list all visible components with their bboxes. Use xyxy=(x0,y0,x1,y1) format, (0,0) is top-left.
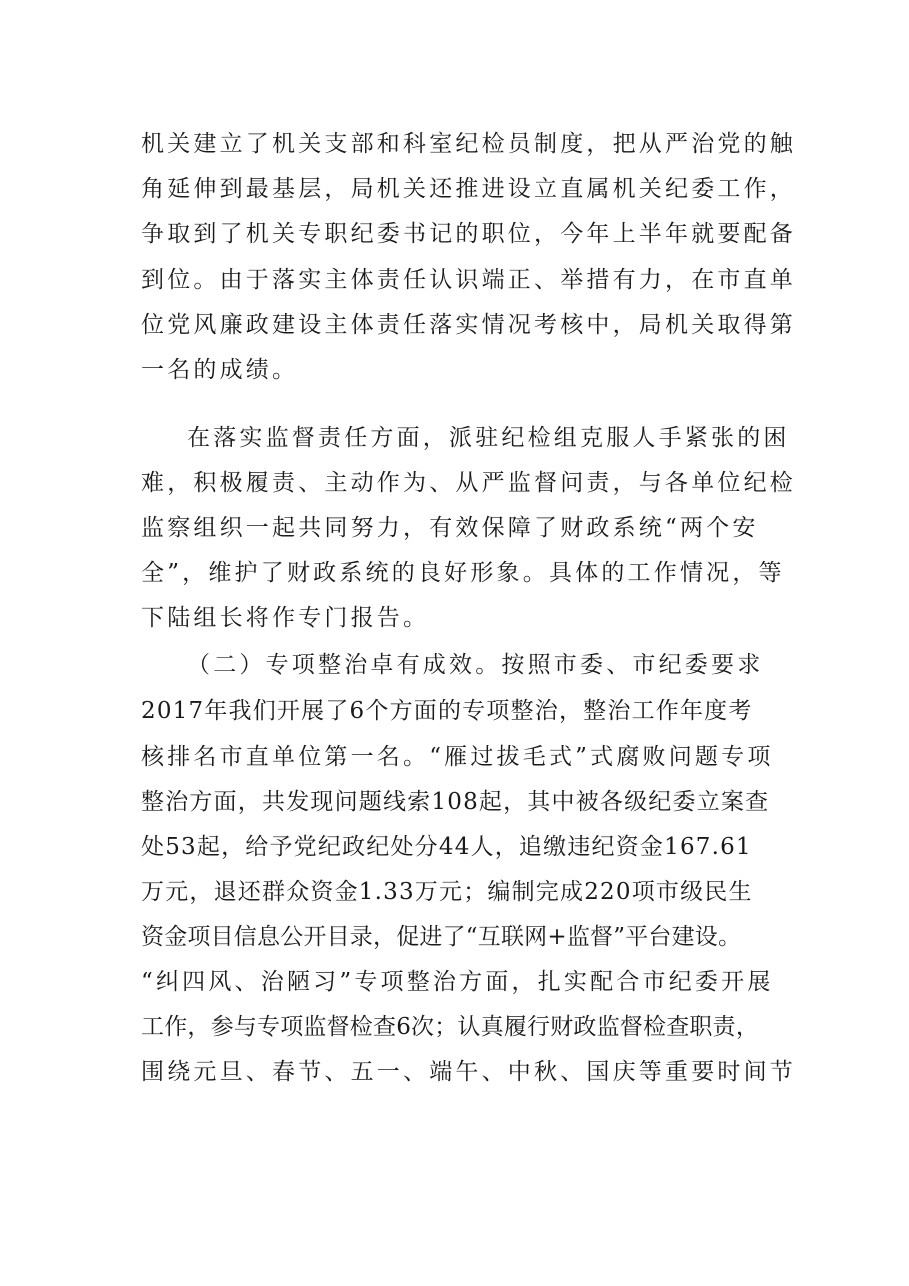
text-line: 一名的成绩。 xyxy=(141,357,299,383)
text-line: 下陆组长将作专门报告。 xyxy=(141,605,430,631)
text-line: “纠四风、治陋习”专项整治方面，扎实配合市纪委开展 xyxy=(141,969,774,995)
text-line: 角延伸到最基层，局机关还推进设立直属机关纪委工作， xyxy=(141,176,796,202)
text-line: 位党风廉政建设主体责任落实情况考核中，局机关取得第 xyxy=(141,312,796,338)
text-line: 处53起，给予党纪政纪处分44人，追缴违纪资金167.61 xyxy=(141,834,752,860)
text-line: 监察组织一起共同努力，有效保障了财政系统“两个安 xyxy=(141,515,759,541)
text-line: 全”，维护了财政系统的良好形象。具体的工作情况，等 xyxy=(141,560,785,586)
text-line: 万元，退还群众资金1.33万元；编制完成220项市级民生 xyxy=(141,879,753,905)
paragraph-start-line: 在落实监督责任方面，派驻纪检组克服人手紧张的困 xyxy=(187,425,790,451)
text-line: 整治方面，共发现问题线索108起，其中被各级纪委立案查 xyxy=(141,789,770,815)
text-line: 核排名市直单位第一名。“雁过拔毛式”式腐败问题专项 xyxy=(141,744,774,770)
text-line: 资金项目信息公开目录，促进了“互联网+监督”平台建设。 xyxy=(141,924,742,950)
text-line: 难，积极履责、主动作为、从严监督问责，与各单位纪检 xyxy=(141,470,796,496)
text-line: 到位。由于落实主体责任认识端正、举措有力，在市直单 xyxy=(141,267,796,293)
section-heading-line: （二）专项整治卓有成效。按照市委、市纪委要求 xyxy=(187,652,764,678)
text-line: 围绕元旦、春节、五一、端午、中秋、国庆等重要时间节 xyxy=(141,1059,796,1085)
text-line: 2017年我们开展了6个方面的专项整治，整治工作年度考 xyxy=(141,698,753,724)
text-line: 争取到了机关专职纪委书记的职位，今年上半年就要配备 xyxy=(141,221,796,247)
text-line: 机关建立了机关支部和科室纪检员制度，把从严治党的触 xyxy=(141,131,796,157)
text-line: 工作，参与专项监督检查6次；认真履行财政监督检查职责， xyxy=(141,1014,760,1040)
